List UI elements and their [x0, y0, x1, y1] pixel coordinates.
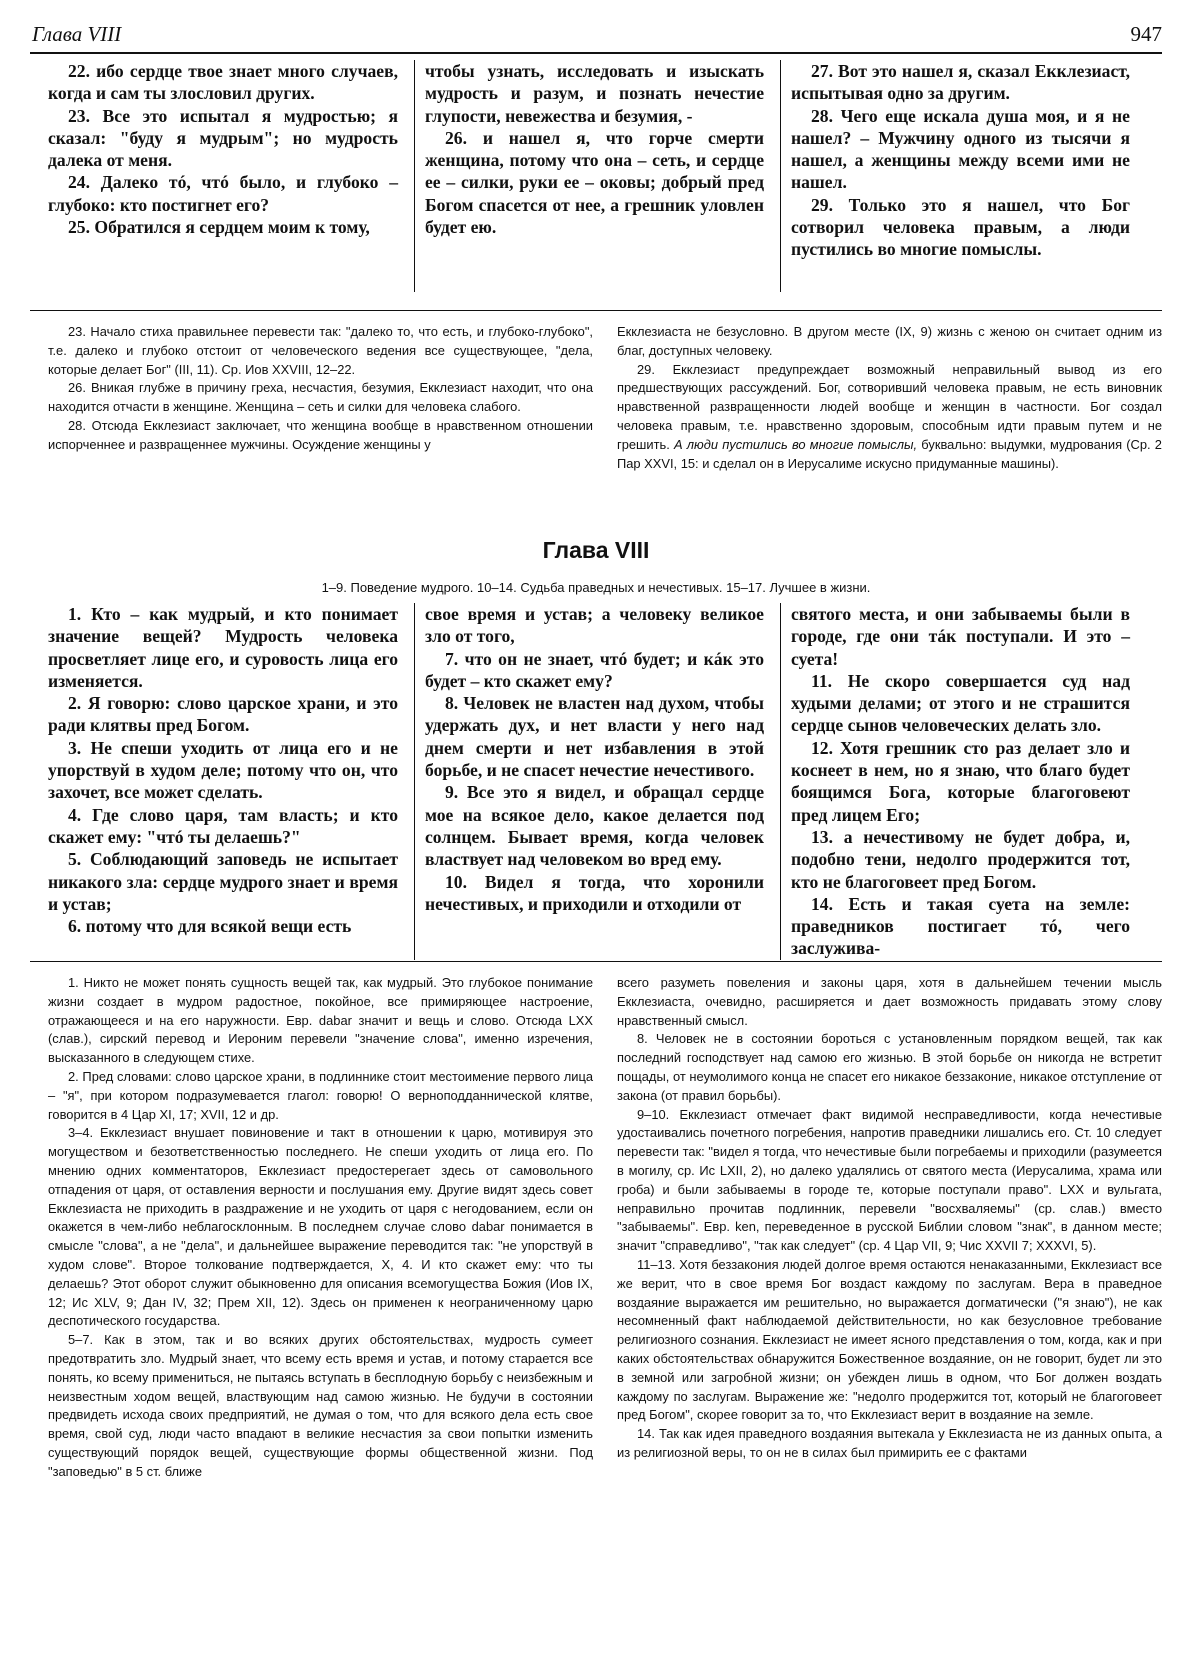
note: 26. Вникая глубже в причину греха, несчастия, безумия, Екклезиаст находит, что она находится отчасти в женщине. Женщина – сеть и силки для человека слабого.	[48, 380, 593, 415]
note-text: 29. Екклезиаст предупреждает возможный неправильный вывод из его предшествующих рассуждений. Бог, сотворивший человека правым, не есть виновник нравственной развращенности людей вообще и женщин в частности. Бог создал человека правым, т.е. нравственно здоровым, способным идти правым путем и не грешить.	[617, 361, 1162, 452]
page-number: 947	[1130, 22, 1162, 46]
verse: 1. Кто – как мудрый, и кто понимает значение вещей? Мудрость человека просветляет лице его, и суровость лица его изменяется.	[48, 604, 398, 691]
verse: 29. Только это я нашел, что Бог сотворил человека правым, а люди пустились во многие помыслы.	[791, 194, 1130, 260]
commentary-chapter	[30, 974, 1162, 1674]
chapter-title: Глава VIII	[542, 537, 650, 563]
note-text: буквально: выдумки, мудрования (Ср. 2 Пар XXVI, 15: и сделал он в Иерусалиме искусно придуманные машины).	[617, 436, 1162, 471]
verse: 23. Все это испытал я мудростью; я сказал: "буду я мудрым"; но мудрость далека от меня.	[48, 105, 398, 171]
running-head	[30, 18, 1162, 54]
verse: 26. и нашел я, что горче смерти женщина, потому что она – сеть, и сердце ее – силки, руки ее – оковы; добрый пред Богом спасется от нее, а грешник уловлен будет ею.	[425, 127, 764, 238]
chapter-summary: 1–9. Поведение мудрого. 10–14. Судьба праведных и нечестивых. 15–17. Лучшее в жизни.	[321, 580, 871, 595]
text-column-3	[780, 603, 1130, 960]
note: 9–10. Екклезиаст отмечает факт видимой несправедливости, когда нечестивые удостаивались почетного погребения, напротив праведники лишались его. Ст. 10 следует перевести так: "видел я тогда, что нечестивые были погребаемы и приходили (разумеется в могилу, ср. Ис LXII, 2), но далеко удалялись от святого места (Иерусалима, храма или гроба) и были забываемы в городе те, которые поступали право". LXX и вульгата, неправильно прочитав подлинник, перевели "восхваляемы" (ср. слав.) вместо "забываемы". Евр. ken, переведенное в русской Библии словом "знак", в данном месте; значит "справедливо", "так как следует" (ср. 4 Цар VII, 9; Чис XXVII 7; XXXVI, 5).	[617, 1106, 1162, 1254]
note: 5–7. Как в этом, так и во всяких других обстоятельствах, мудрость сумеет предотвратить зло. Мудрый знает, что всему есть время и устав, и потому старается все понять, ко всему примениться, не пытаясь вступать в бесплодную борьбу с неизбежным и неизвестным ходом вещей, властвующим над самою жизнью. Не будучи в состоянии предвидеть исхода своих предприятий, не думая о том, что для всякого дела есть свое время, свой суд, люди часто впадают в великие несчастия за свои попытки изменить существующий порядок вещей, существующие формы общественной жизни. Под "заповедью" в 5 ст. ближе	[48, 1332, 593, 1479]
scripture-text-chapter	[30, 603, 1162, 959]
verse-continuation: святого места, и они забываемы были в городе, где они тáк поступали. И это – суета!	[791, 604, 1130, 669]
text-column-1	[48, 60, 398, 292]
verse: 4. Где слово царя, там власть; и кто скажет ему: "чтó ты делаешь?"	[48, 804, 398, 847]
scripture-text-top	[30, 60, 1162, 292]
text-column-1	[48, 603, 398, 960]
verse-continuation: чтобы узнать, исследовать и изыскать мудрость и разум, и познать нечестие глупости, невежества и безумия, -	[425, 61, 764, 126]
note: 3–4. Екклезиаст внушает повиновение и такт в отношении к царю, мотивируя это могуществом и безответственностью последнего. Не спеши уходить от лица его. По мнению одних комментаторов, Екклезиаст предостерегает здесь от самовольного отпадения от царя, от оставления верности и послушания ему. Другие видят здесь совет Екклезиаста не приходить в раздражение и не уходить от царя с негодованием, если он окажется в чем-либо неблагосклонным. В последнем случае слово dabar понимается в смысле "слова", а не "дела", и дальнейшее выражение переводится так: "не упорствуй в худом слове". Второе толкование подтверждается, X, 4. И кто скажет ему: что ты делаешь? Этот оборот служит обыкновенно для описания всемогущества Божия (Иов IX, 12; Ис XLV, 9; Дан IV, 32; Прем XII, 12). Здесь он применен к неограниченному царю деспотического государства.	[48, 1125, 593, 1329]
verse: 9. Все это я видел, и обращал сердце мое на всякое дело, какое делается под солнцем. Бывает время, когда человек властвует над человеком во вред ему.	[425, 782, 764, 870]
commentary-column-left	[48, 974, 593, 1674]
running-head-chapter: Глава VIII	[32, 22, 122, 46]
verse-continuation: свое время и устав; а человеку великое зло от того,	[425, 604, 764, 647]
verse: 13. а нечестивому не будет добра, и, подобно тени, недолго продержится тот, кто не благоговеет пред Богом.	[791, 826, 1130, 892]
verse: 10. Видел я тогда, что хоронили нечестивых, и приходили и отходили от	[425, 871, 764, 914]
verse: 11. Не скоро совершается суд над худыми делами; от этого и не страшится сердце сынов человеческих делать зло.	[791, 670, 1130, 736]
note: 14. Так как идея праведного воздаяния вытекала у Екклезиаста не из данных опыта, а из религиозной веры, то он не в силах был примирить ее с фактами	[617, 1426, 1162, 1460]
verse: 14. Есть и такая суета на земле: праведников постигает тó, чего заслужива-	[791, 893, 1130, 959]
verse: 22. ибо сердце твое знает много случаев, когда и сам ты злословил других.	[48, 61, 398, 104]
page	[30, 18, 1162, 1674]
note	[617, 361, 1162, 474]
verse: 5. Соблюдающий заповедь не испытает никакого зла: сердце мудрого знает и время и устав;	[48, 849, 398, 914]
commentary-column-left	[48, 323, 593, 513]
commentary-top	[30, 323, 1162, 513]
divider	[30, 310, 1162, 311]
verse: 2. Я говорю: слово царское храни, и это ради клятвы пред Богом.	[48, 693, 398, 736]
commentary-column-right	[617, 323, 1162, 513]
verse: 25. Обратился я сердцем моим к тому,	[68, 217, 370, 238]
note: 28. Отсюда Екклезиаст заключает, что женщина вообще в нравственном отношении испорченнее и развращеннее мужчины. Осуждение женщины у	[48, 417, 593, 452]
verse: 28. Чего еще искала душа моя, и я не нашел? – Мужчину одного из тысячи я нашел, а женщины между всеми ими не нашел.	[791, 105, 1130, 193]
note-quote: А люди пустились во многие помыслы,	[673, 436, 918, 452]
note: 1. Никто не может понять сущность вещей так, как мудрый. Это глубокое понимание жизни создает в мудром радостное, покойное, все примиряющее настроение, отражающееся и на его наружности. Евр. dabar значит и вещь и слово. Отсюда LXX (слав.), сирский перевод и Иероним перевели "значение слова", именно изречения, высказанного в следующем стихе.	[48, 975, 593, 1066]
note-continuation: Екклезиаста не безусловно. В другом месте (IX, 9) жизнь с женою он считает одним из благ, доступных человеку.	[617, 324, 1162, 358]
verse: 27. Вот это нашел я, сказал Екклезиаст, испытывая одно за другим.	[791, 61, 1130, 104]
text-column-2	[414, 603, 764, 960]
text-column-2	[414, 60, 764, 292]
note: 2. Пред словами: слово царское храни, в подлиннике стоит местоимение первого лица – "я", при котором подразумевается глагол: говорю! О верноподданнической клятве, говорится в 4 Цар XI, 17; XVII, 12 и др.	[48, 1068, 593, 1122]
verse: 12. Хотя грешник сто раз делает зло и коснеет в нем, но я знаю, что благо будет боящимся Бога, которые благоговеют пред лицем Его;	[791, 737, 1130, 825]
verse: 3. Не спеши уходить от лица его и не упорствуй в худом деле; потому что он, что захочет, все может сделать.	[48, 737, 398, 803]
verse: 24. Далеко тó, чтó было, и глубоко – глубоко: кто постигнет его?	[48, 172, 398, 215]
verse: 7. что он не знает, чтó будет; и кáк это будет – кто скажет ему?	[425, 648, 764, 691]
note: 8. Человек не в состоянии бороться с установленным порядком вещей, так как последний господствует над самою его жизнью. В этой борьбе он никогда не встретит пощады, от неумолимого конца не спасет его никакое беззаконие, никакое отступление от закона (от правил борьбы).	[617, 1031, 1162, 1103]
verse: 6. потому что для всякой вещи есть	[68, 916, 352, 937]
commentary-column-right	[617, 974, 1162, 1674]
text-column-3	[780, 60, 1130, 292]
divider	[30, 961, 1162, 962]
note: 23. Начало стиха правильнее перевести так: "далеко то, что есть, и глубоко-глубоко", т.е. далеко и глубоко отстоит от человеческого ведения все существующее, "дела, которые делает Бог" (III, 11). Ср. Иов XXVIII, 12–22.	[48, 324, 593, 377]
note-continuation: всего разуметь повеления и законы царя, хотя в дальнейшем течении мысль Екклезиаста, очевидно, расширяется и дает возможность придавать этому слову нравственный смысл.	[617, 975, 1162, 1028]
note: 11–13. Хотя беззакония людей долгое время остаются ненаказанными, Екклезиаст все же верит, что в свое время Бог воздаст каждому по заслугам. Вера в праведное воздаяние выражается им решительно, но выражается догматически ("я знаю"), не как несомненный факт наблюдаемой действительности, но как безусловное требование религиозного сознания. Екклезиаст не имеет ясного представления о том, когда, как и при каких обстоятельствах обнаружится Божественное воздаяние, он не говорит, будет ли это в земной или загробной жизни; он убежден лишь в одном, что Бог должен воздать каждому по заслугам. Выражение же: "недолго продержится тот, который не благоговеет пред Богом", скорее говорит за то, что Екклезиаст верит в воздаяние на земле.	[617, 1256, 1162, 1423]
verse: 8. Человек не властен над духом, чтобы удержать дух, и нет власти у него над днем смерти и нет избавления в этой борьбе, и не спасет нечестие нечестивого.	[425, 693, 764, 781]
